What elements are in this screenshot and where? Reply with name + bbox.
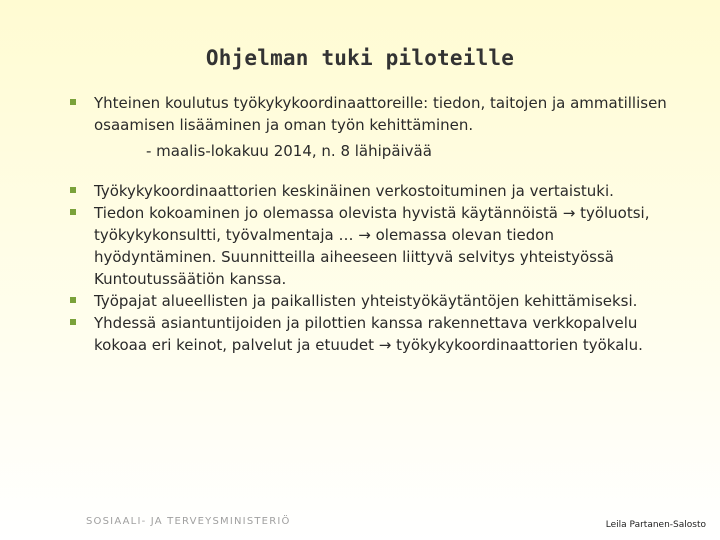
bullet-list xyxy=(68,92,668,356)
square-bullet-icon xyxy=(70,319,76,325)
bullet-subtext: - maalis-lokakuu 2014, n. 8 lähipäivää xyxy=(146,142,432,160)
bullet-text: Yhdessä asiantuntijoiden ja pilottien kanssa rakennettava verkkopalvelu kokoaa eri keinot, palvelut ja etuudet → työkykykoordinaattorien työkalu. xyxy=(94,314,643,354)
ministry-logo-text: SOSIAALI- JA TERVEYSMINISTERIÖ xyxy=(86,516,291,527)
bullet-text: Työpajat alueellisten ja paikallisten yhteistyökäytäntöjen kehittämiseksi. xyxy=(94,292,638,310)
square-bullet-icon xyxy=(70,99,76,105)
bullet-item xyxy=(68,312,668,356)
square-bullet-icon xyxy=(70,187,76,193)
square-bullet-icon xyxy=(70,297,76,303)
slide-title: Ohjelman tuki piloteille xyxy=(205,46,515,70)
bullet-item xyxy=(68,180,668,202)
bullet-text: Tiedon kokoaminen jo olemassa olevista hyvistä käytännöistä → työluotsi, työkykykonsultti, työvalmentaja … → olemassa olevan tiedon hyödyntäminen. Suunnitteilla aiheeseen liittyvä selvitys yhteistyössä Kuntoutussäätiön kanssa. xyxy=(94,204,650,288)
author-name: Leila Partanen-Salosto xyxy=(605,520,706,530)
bullet-item xyxy=(68,290,668,312)
bullet-text: Työkykykoordinaattorien keskinäinen verkostoituminen ja vertaistuki. xyxy=(94,182,614,200)
square-bullet-icon xyxy=(70,209,76,215)
bullet-item xyxy=(68,92,668,162)
spacer xyxy=(68,162,668,180)
bullet-text: Yhteinen koulutus työkykykoordinaattoreille: tiedon, taitojen ja ammatillisen osaamisen lisääminen ja oman työn kehittäminen. xyxy=(94,94,667,134)
bullet-item xyxy=(68,202,668,290)
